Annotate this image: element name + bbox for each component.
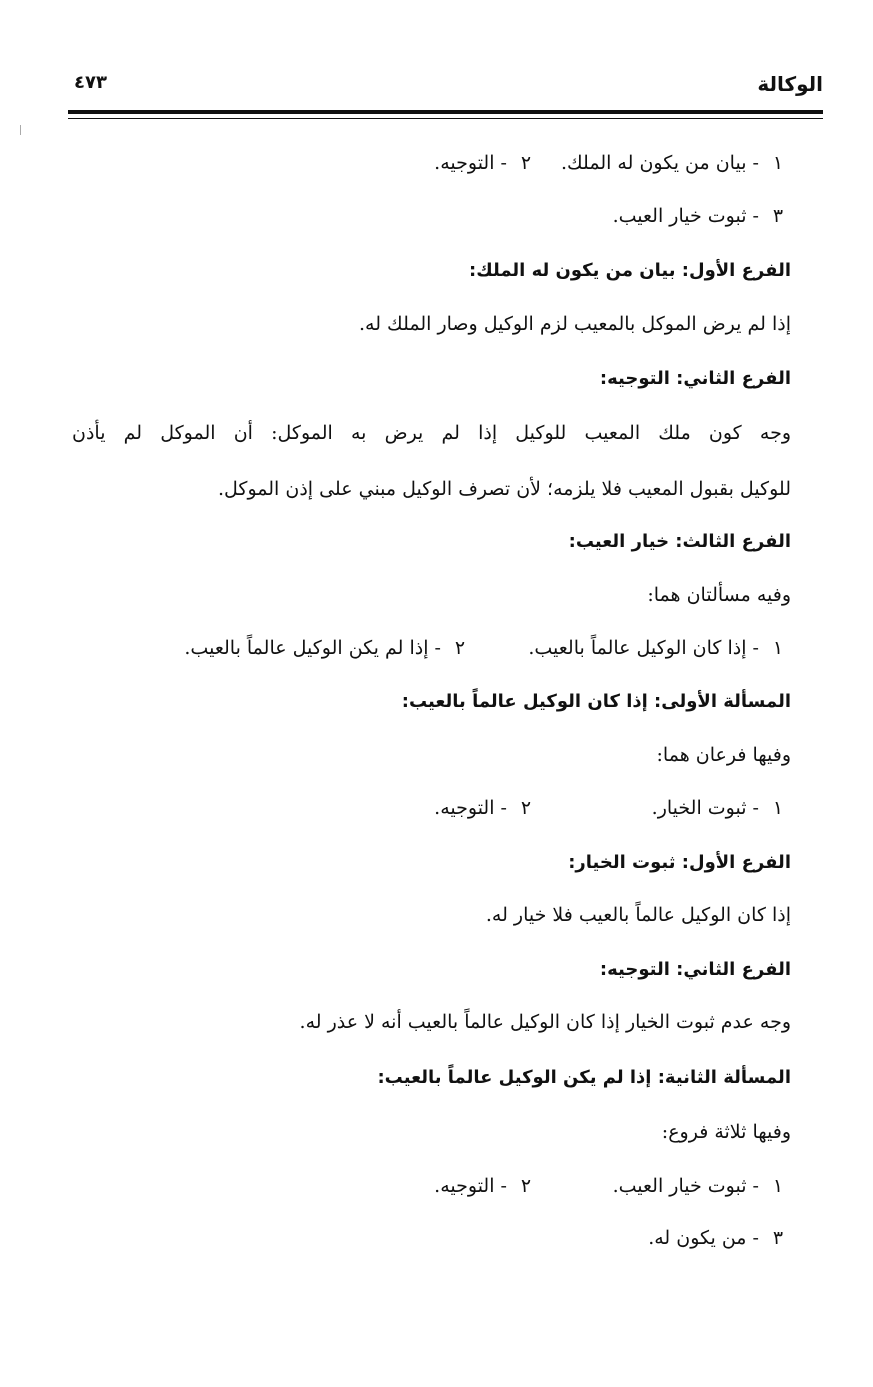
header-rule-thin xyxy=(68,118,823,119)
item-text: - ثبوت الخيار. xyxy=(651,797,759,819)
list-item xyxy=(539,797,791,819)
section-heading: الفرع الثاني: التوجيه: xyxy=(599,959,791,980)
item-number: ١ xyxy=(772,152,784,174)
section-heading: الفرع الأول: ثبوت الخيار: xyxy=(568,852,791,873)
section-heading: الفرع الأول: بيان من يكون له الملك: xyxy=(469,260,791,281)
item-number: ٢ xyxy=(520,1175,532,1197)
list-item xyxy=(434,797,539,819)
list-item xyxy=(434,1175,539,1197)
item-text: - التوجيه. xyxy=(434,1175,507,1197)
paragraph-line: وجه عدم ثبوت الخيار إذا كان الوكيل عالماً بالعيب أنه لا عذر له. xyxy=(299,1011,791,1033)
list-item xyxy=(539,152,791,174)
running-title: الوكالة xyxy=(757,72,823,96)
list-line xyxy=(648,1227,791,1249)
list-item xyxy=(539,1175,791,1197)
list-item xyxy=(184,637,473,659)
list-item xyxy=(434,152,539,174)
item-number: ٣ xyxy=(772,1227,784,1249)
paragraph-line: وفيه مسألتان هما: xyxy=(647,584,791,606)
list-item xyxy=(473,637,791,659)
section-heading: الفرع الثالث: خيار العيب: xyxy=(568,531,791,552)
item-number: ١ xyxy=(772,637,784,659)
item-number: ٢ xyxy=(520,152,532,174)
item-text: - بيان من يكون له الملك. xyxy=(561,152,759,174)
item-text: - من يكون له. xyxy=(648,1227,759,1249)
item-text: - التوجيه. xyxy=(434,797,507,819)
paragraph-line: وفيها فرعان هما: xyxy=(656,744,791,766)
item-number: ٢ xyxy=(454,637,466,659)
list-line xyxy=(72,637,791,659)
list-line xyxy=(434,1175,791,1197)
item-text: - ثبوت خيار العيب. xyxy=(612,1175,759,1197)
section-heading: الفرع الثاني: التوجيه: xyxy=(599,368,791,389)
paragraph-line: إذا لم يرض الموكل بالمعيب لزم الوكيل وصار الملك له. xyxy=(359,313,791,335)
list-item xyxy=(613,205,791,227)
paragraph-line: إذا كان الوكيل عالماً بالعيب فلا خيار له. xyxy=(485,904,791,926)
page-header xyxy=(70,72,823,102)
item-text: - إذا كان الوكيل عالماً بالعيب. xyxy=(528,637,759,659)
header-rule-thick xyxy=(68,110,823,114)
section-heading: المسألة الثانية: إذا لم يكن الوكيل عالماً بالعيب: xyxy=(377,1067,791,1088)
list-item xyxy=(648,1227,791,1249)
item-text: - إذا لم يكن الوكيل عالماً بالعيب. xyxy=(184,637,441,659)
item-number: ٣ xyxy=(772,205,784,227)
item-number: ٢ xyxy=(520,797,532,819)
item-number: ١ xyxy=(772,1175,784,1197)
item-number: ١ xyxy=(772,797,784,819)
list-line xyxy=(434,152,791,174)
item-text: - التوجيه. xyxy=(434,152,507,174)
list-line xyxy=(434,797,791,819)
scan-mark xyxy=(20,125,21,135)
page-number: ٤٧٣ xyxy=(74,72,107,93)
section-heading: المسألة الأولى: إذا كان الوكيل عالماً بالعيب: xyxy=(401,691,791,712)
list-line xyxy=(613,205,791,227)
paragraph-line: للوكيل بقبول المعيب فلا يلزمه؛ لأن تصرف الوكيل مبني على إذن الموكل. xyxy=(217,478,791,500)
paragraph-line: وجه كون ملك المعيب للوكيل إذا لم يرض به الموكل: أن الموكل لم يأذن xyxy=(72,422,791,444)
paragraph-line: وفيها ثلاثة فروع: xyxy=(661,1121,791,1143)
item-text: - ثبوت خيار العيب. xyxy=(612,205,759,227)
